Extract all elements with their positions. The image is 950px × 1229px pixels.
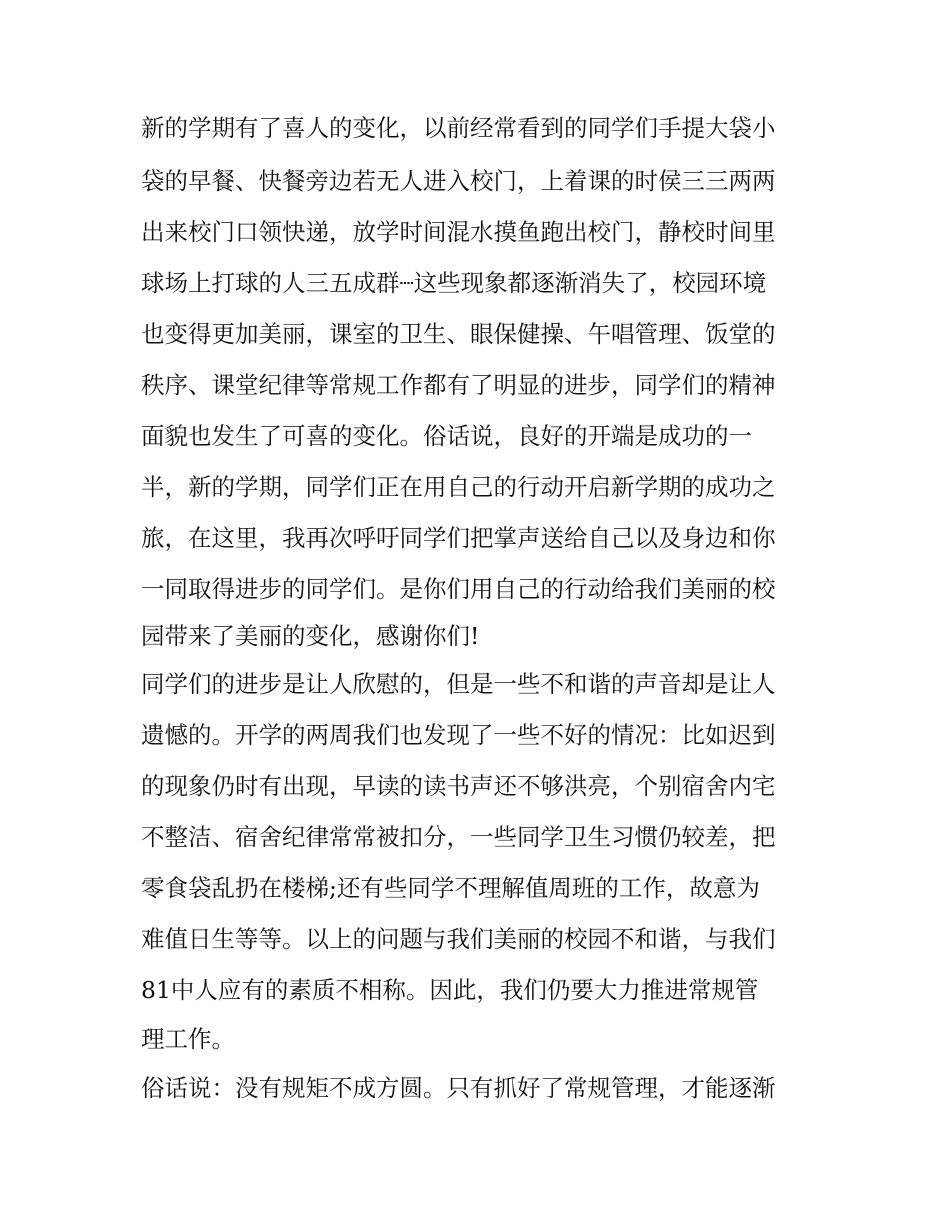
text-line: 的现象仍时有出现，早读的读书声还不够洪亮，个别宿舍内宅 [141,772,776,800]
text-line: 园带来了美丽的变化，感谢你们! [141,622,480,650]
text-line: 袋的早餐、快餐旁边若无人进入校门，上着课的时侯三三两两 [141,167,776,195]
text-line: 零食袋乱扔在楼梯;还有些同学不理解值周班的工作，故意为 [141,874,760,902]
text-line: 半，新的学期，同学们正在用自己的行动开启新学期的成功之 [141,473,776,501]
text-line: 面貌也发生了可喜的变化。俗话说，良好的开端是成功的一 [141,422,752,450]
text-line: 出来校门口领快递，放学时间混水摸鱼跑出校门，静校时间里 [141,218,776,246]
text-line: 也变得更加美丽，课室的卫生、眼保健操、午唱管理、饭堂的 [141,320,776,348]
text-line: 81中人应有的素质不相称。因此，我们仍要大力推进常规管 [141,976,759,1004]
text-line: 遗憾的。开学的两周我们也发现了一些不好的情况：比如迟到 [141,721,776,749]
text-line: 球场上打球的人三五成群┈这些现象都逐渐消失了，校园环境 [141,269,767,297]
text-line: 不整洁、宿舍纪律常常被扣分，一些同学卫生习惯仍较差，把 [141,823,776,851]
text-line: 理工作。 [141,1025,235,1053]
text-line: 一同取得进步的同学们。是你们用自己的行动给我们美丽的校 [141,575,776,603]
text-line: 新的学期有了喜人的变化，以前经常看到的同学们手提大袋小 [141,114,776,142]
text-line: 难值日生等等。以上的问题与我们美丽的校园不和谐，与我们 [141,925,776,953]
text-line: 俗话说：没有规矩不成方圆。只有抓好了常规管理，才能逐渐 [141,1074,776,1102]
text-line: 同学们的进步是让人欣慰的，但是一些不和谐的声音却是让人 [141,670,776,698]
text-line: 秩序、课堂纪律等常规工作都有了明显的进步，同学们的精神 [141,371,776,399]
text-line: 旅，在这里，我再次呼吁同学们把掌声送给自己以及身边和你 [141,524,776,552]
